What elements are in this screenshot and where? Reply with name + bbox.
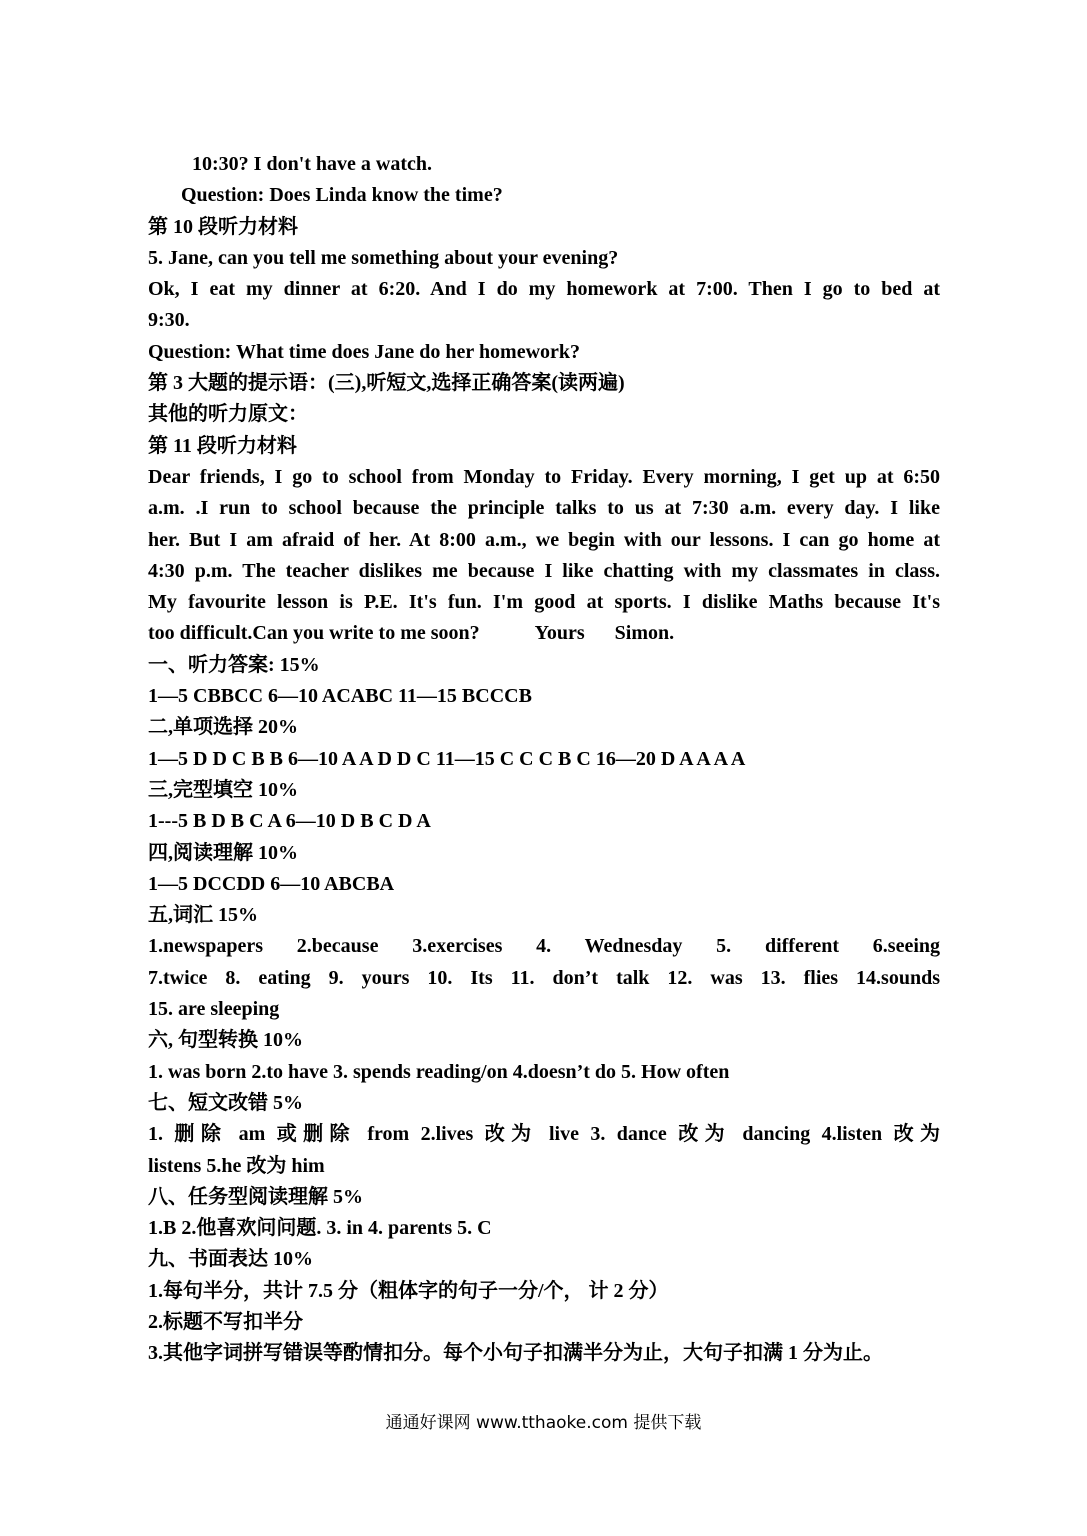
answer-line: 7.twice 8. eating 9. yours 10. Its 11. don’t talk 12. was 13. flies 14.sounds (148, 966, 940, 989)
answer-line: 1—5 CBBCC 6—10 ACABC 11—15 BCCCB (148, 685, 532, 708)
section-heading: 五,词汇 15% (148, 904, 258, 927)
text-line: Question: Does Linda know the time? (181, 184, 503, 207)
answer-line: 1.newspapers 2.because 3.exercises 4. Wednesday 5. different 6.seeing (148, 935, 940, 958)
answer-line: 1. 删除 am 或删除 from 2.lives 改为 live 3. dance 改为 dancing 4.listen 改为 (148, 1123, 940, 1146)
answer-line: 1. was born 2.to have 3. spends reading/on 4.doesn’t do 5. How often (148, 1060, 730, 1083)
answer-line: 15. are sleeping (148, 998, 280, 1021)
letter-signature: Simon. (614, 622, 675, 645)
section-heading: 二,单项选择 20% (148, 716, 298, 739)
text-line: Question: What time does Jane do her homework? (148, 340, 581, 363)
text-line: My favourite lesson is P.E. It's fun. I'm good at sports. I dislike Maths because It's (148, 591, 940, 614)
answer-line: 1—5 DCCDD 6—10 ABCBA (148, 872, 395, 895)
section-heading: 第 11 段听力材料 (148, 434, 297, 457)
text-line: 5. Jane, can you tell me something about your evening? (148, 246, 619, 269)
document-body (148, 149, 940, 1370)
answer-line: 1---5 B D B C A 6—10 D B C D A (148, 810, 431, 833)
section-heading: 其他的听力原文： (148, 403, 308, 426)
answer-line: 1.每句半分，共计 7.5 分（粗体字的句子一分/个， 计 2 分） (148, 1279, 669, 1302)
text-line: 9:30. (148, 309, 190, 332)
text-line: Dear friends, I go to school from Monday to Friday. Every morning, I get up at 6:50 (148, 465, 940, 488)
text-line: 10:30? I don't have a watch. (192, 153, 433, 175)
section-heading: 第 10 段听力材料 (148, 215, 298, 238)
page-footer: 通通好课网 www.tthaoke.com 提供下载 (385, 1413, 702, 1433)
text-line: Ok, I eat my dinner at 6:20. And I do my homework at 7:00. Then I go to bed at (148, 278, 940, 301)
answer-line: 1.B 2.他喜欢问问题. 3. in 4. parents 5. C (148, 1217, 492, 1240)
section-heading: 一、听力答案: 15% (148, 653, 320, 676)
answer-line: 3.其他字词拼写错误等酌情扣分。每个小句子扣满半分为止，大句子扣满 1 分为止。 (148, 1342, 883, 1365)
section-heading: 七、短文改错 5% (148, 1091, 303, 1114)
section-heading: 六, 句型转换 10% (148, 1029, 303, 1052)
letter-signoff: Yours (534, 622, 585, 645)
answer-line: 2.标题不写扣半分 (148, 1310, 303, 1333)
text-line: a.m. .I run to school because the principle talks to us at 7:30 a.m. every day. I like (148, 497, 940, 520)
text-line: her. But I am afraid of her. At 8:00 a.m., we begin with our lessons. I can go home at (148, 528, 940, 551)
letter-closing-text: too difficult.Can you write to me soon? (148, 622, 480, 645)
answer-line: listens 5.he 改为 him (148, 1154, 325, 1177)
text-line (148, 618, 940, 649)
text-line: 4:30 p.m. The teacher dislikes me because I like chatting with my classmates in class. (148, 559, 940, 582)
section-heading: 九、书面表达 10% (148, 1248, 313, 1271)
section-heading: 四,阅读理解 10% (148, 841, 298, 864)
section-heading: 八、任务型阅读理解 5% (148, 1185, 363, 1208)
section-heading: 第 3 大题的提示语：(三),听短文,选择正确答案(读两遍) (148, 372, 625, 395)
answer-line: 1—5 D D C B B 6—10 A A D D C 11—15 C C C B C 16—20 D A A A A (148, 747, 746, 770)
section-heading: 三,完型填空 10% (148, 778, 298, 801)
